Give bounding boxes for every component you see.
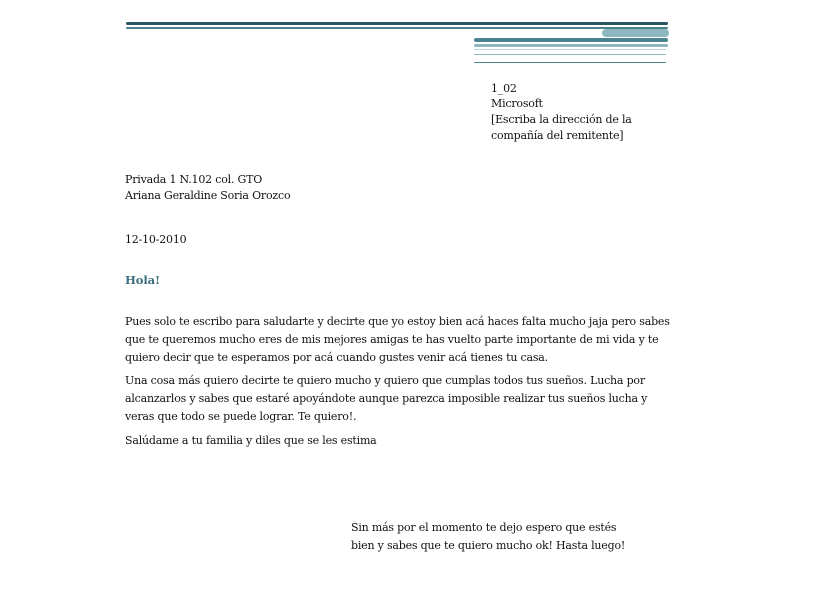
sender-address-line-1: [Escriba la dirección de la: [491, 113, 632, 126]
sender-company: Microsoft: [491, 97, 543, 110]
header-rule-right-4: [474, 54, 666, 55]
header-rule-right-3: [474, 49, 666, 50]
header-rule-right-5: [474, 62, 666, 63]
header-rule-top-dark: [126, 22, 668, 25]
header-rule-right-1: [474, 38, 668, 42]
greeting: Hola!: [125, 273, 160, 287]
sender-line-1: 1_02: [491, 82, 517, 95]
header-rule-right-2: [474, 44, 668, 47]
closing: Sin más por el momento te dejo espero que estés bien y sabes que te quiero mucho ok! Hasta luego!: [351, 521, 626, 552]
header-rule-top-mid: [126, 27, 668, 29]
body-paragraph-2: Una cosa más quiero decirte te quiero mucho y quiero que cumplas todos tus sueños. Lucha por alcanzarlos y sabes que estaré apoyándote aunque parezca imposible realizar tus sueños lucha y veras que todo se puede lograr. Te quiero!.: [125, 374, 648, 423]
sender-address-line-2: compañía del remitente]: [491, 129, 624, 142]
header-rule-pill-light: [602, 29, 669, 37]
body-paragraph-1: Pues solo te escribo para saludarte y decirte que yo estoy bien acá haces falta mucho jaja pero sabes que te queremos mucho eres de mis mejores amigas te has vuelto parte importante de mi vida y te quiero decir que te esperamos por acá cuando gustes venir acá tienes tu casa.: [125, 315, 670, 364]
body-paragraph-3: Salúdame a tu familia y diles que se les estima: [125, 434, 377, 447]
recipient-name: Ariana Geraldine Soria Orozco: [125, 189, 291, 202]
letter-date: 12-10-2010: [125, 233, 187, 246]
recipient-address: Privada 1 N.102 col. GTO: [125, 173, 263, 186]
